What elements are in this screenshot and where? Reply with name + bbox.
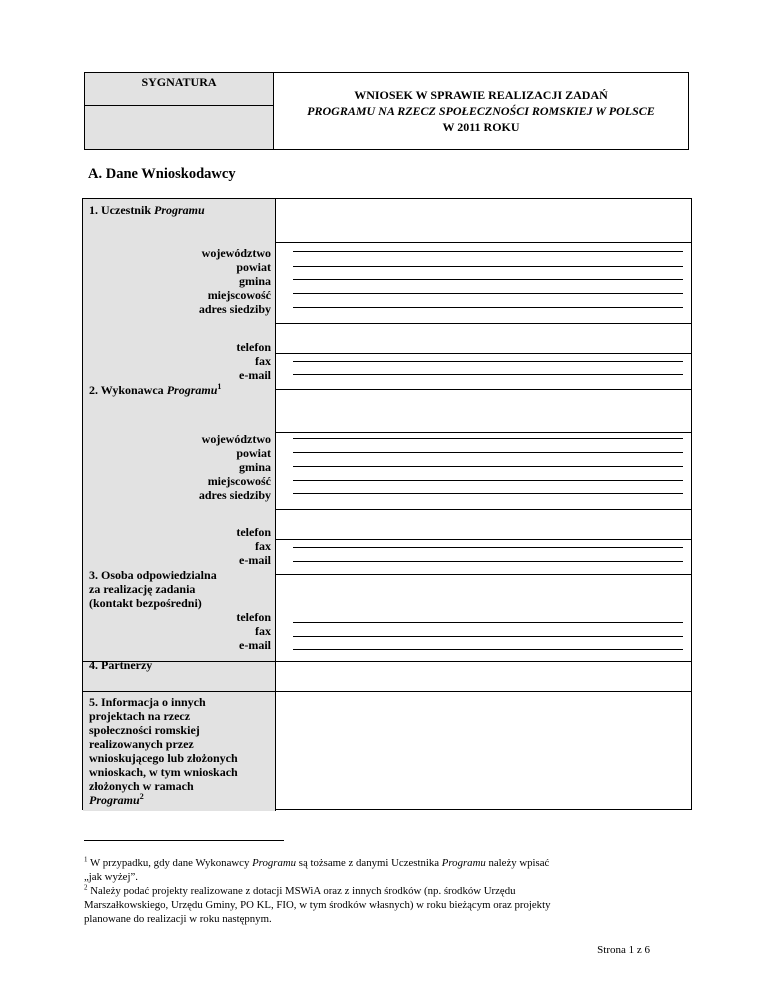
field-line[interactable] — [293, 293, 683, 294]
field-line — [276, 539, 691, 540]
field-line[interactable] — [293, 649, 683, 650]
label-adres: adres siedziby — [198, 302, 271, 316]
label-email: e-mail — [239, 553, 271, 567]
field-line[interactable] — [293, 452, 683, 453]
field-line[interactable] — [293, 466, 683, 467]
field-line — [276, 323, 691, 324]
field-line[interactable] — [293, 251, 683, 252]
title-line-2: PROGRAMU NA RZECZ SPOŁECZNOŚCI ROMSKIEJ W POLSCE — [307, 104, 655, 118]
s5-line: wnioskującego lub złożonych — [89, 751, 238, 765]
executor-name-field[interactable] — [276, 389, 691, 433]
field-line[interactable] — [293, 622, 683, 623]
footnote-1: $^1$ W przypadku, gdy dane Wykonawcy Programu są tożsame z danymi Uczestnika Programu należy wpisać „jak wyżej”. — [84, 855, 550, 883]
field-line — [276, 353, 691, 354]
s5-line: wnioskach, w tym wnioskach — [89, 765, 238, 779]
footnote-rule — [84, 840, 284, 841]
partners-field[interactable] — [276, 661, 691, 691]
title-line-3: W 2011 ROKU — [442, 120, 520, 134]
signature-field[interactable] — [85, 106, 274, 149]
field-line[interactable] — [293, 266, 683, 267]
field-line[interactable] — [293, 636, 683, 637]
s5-line: realizowanych przez — [89, 737, 194, 751]
page-number: Strona 1 z 6 — [597, 944, 650, 956]
header-table — [84, 72, 689, 150]
label-email: e-mail — [239, 368, 271, 382]
label-miejscowosc: miejscowość — [207, 474, 271, 488]
section-3-label-2: za realizację zadania — [89, 582, 196, 596]
label-gmina: gmina — [238, 460, 271, 474]
section-4-label: 4. Partnerzy — [89, 658, 153, 672]
field-line[interactable] — [293, 374, 683, 375]
label-powiat: powiat — [236, 446, 271, 460]
signature-label: SYGNATURA — [85, 73, 274, 106]
label-email: e-mail — [239, 638, 271, 652]
field-line[interactable] — [293, 279, 683, 280]
label-telefon: telefon — [236, 340, 271, 354]
section-5-label — [89, 695, 238, 807]
section-1-label: 1. Uczestnik Programu — [89, 203, 205, 217]
s5-line: społeczności romskiej — [89, 723, 200, 737]
other-projects-field[interactable] — [276, 691, 691, 809]
field-line[interactable] — [293, 480, 683, 481]
label-fax: fax — [255, 354, 271, 368]
label-fax: fax — [255, 539, 271, 553]
label-fax: fax — [255, 624, 271, 638]
applicant-form — [82, 198, 692, 810]
field-line[interactable] — [293, 307, 683, 308]
footnote-2: $^2$ Należy podać projekty realizowane z dotacji MSWiA oraz z innych środków (np. środków Urzędu Marszałkowskiego, Urzędu Gminy, PO KL, FIO, w tym środków własnych) w roku bieżącym oraz projekty planowane do realizacji w roku następnym. — [84, 883, 551, 925]
field-line[interactable] — [293, 561, 683, 562]
label-wojewodztwo: województwo — [201, 432, 271, 446]
label-telefon: telefon — [236, 610, 271, 624]
section-2-label: 2. Wykonawca Programu$^1$ — [89, 382, 222, 397]
s5-line: projektach na rzecz — [89, 709, 191, 723]
label-telefon: telefon — [236, 525, 271, 539]
s5-line: złożonych w ramach — [89, 779, 194, 793]
field-line[interactable] — [293, 361, 683, 362]
field-line[interactable] — [293, 438, 683, 439]
section-3-label-3: (kontakt bezpośredni) — [89, 596, 202, 610]
title-line-1: WNIOSEK W SPRAWIE REALIZACJI ZADAŃ — [354, 88, 608, 102]
s5-line: 5. Informacja o innych — [89, 695, 206, 709]
label-gmina: gmina — [238, 274, 271, 288]
label-wojewodztwo: województwo — [201, 246, 271, 260]
label-powiat: powiat — [236, 260, 271, 274]
label-adres: adres siedziby — [198, 488, 271, 502]
contact-person-field[interactable] — [276, 574, 691, 614]
field-line — [276, 509, 691, 510]
section-3-label-1: 3. Osoba odpowiedzialna — [89, 568, 217, 582]
section-a-heading: A. Dane Wnioskodawcy — [88, 166, 236, 182]
field-line[interactable] — [293, 493, 683, 494]
label-miejscowosc: miejscowość — [207, 288, 271, 302]
document-title — [274, 73, 688, 149]
s5-line: Programu$^2$ — [89, 792, 144, 807]
participant-name-field[interactable] — [276, 199, 691, 243]
field-line[interactable] — [293, 547, 683, 548]
